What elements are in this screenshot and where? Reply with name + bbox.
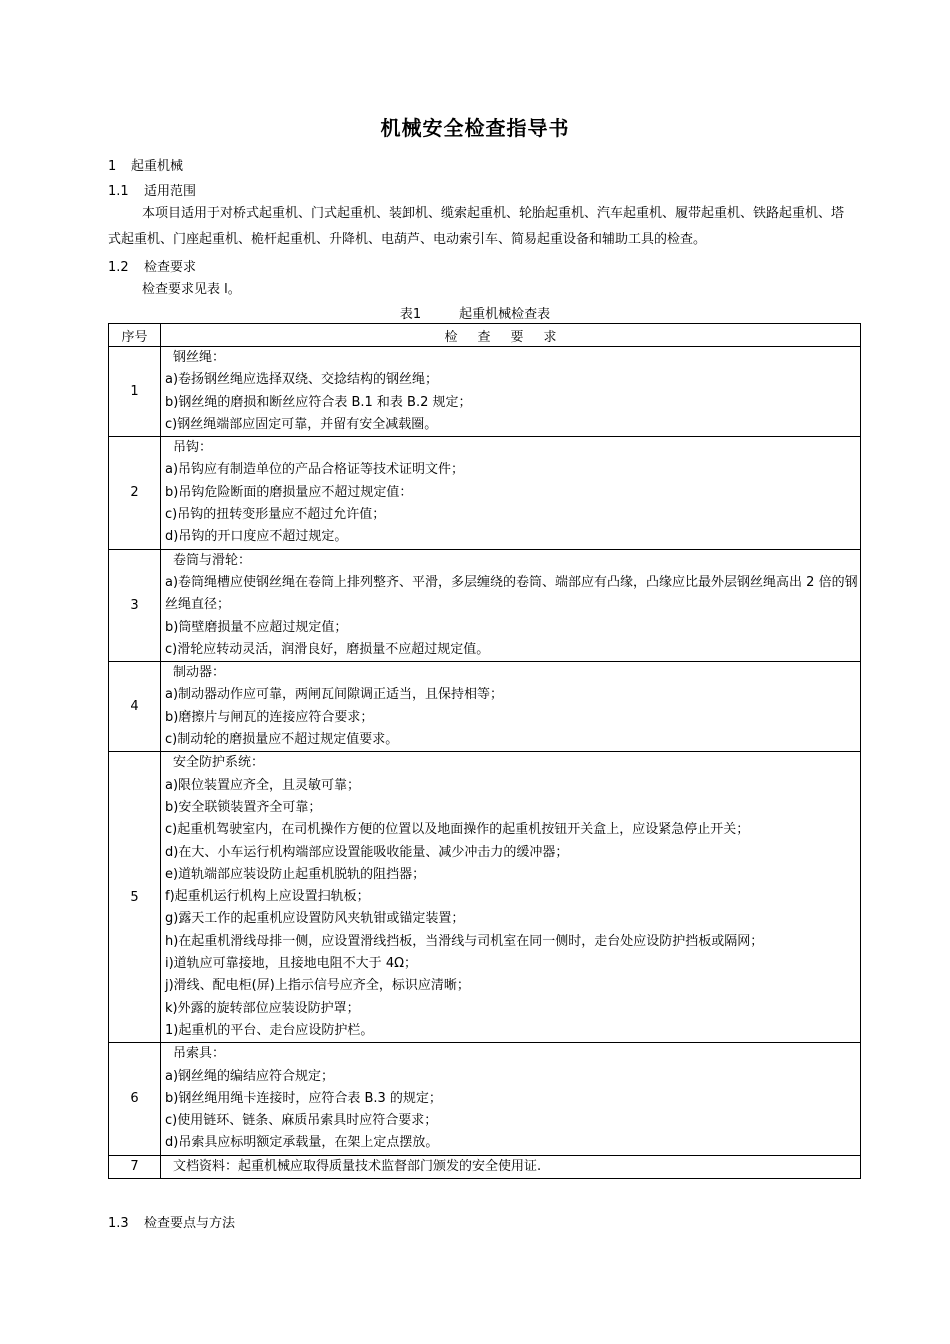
scope-paragraph: 本项目适用于对桥式起重机、门式起重机、装卸机、缆索起重机、轮胎起重机、汽车起重机、履带起重机、铁路起重机、塔式起重机、门座起重机、桅杆起重机、升降机、电葫芦、电动索引车、简易起重设备和辅助工具的检查。: [108, 206, 845, 247]
row-number: 4: [109, 662, 161, 752]
section-title: 适用范围: [144, 184, 197, 199]
table-row: [109, 347, 861, 437]
requirement-item: d)吊索具应标明额定承载量，在架上定点摆放。: [165, 1135, 439, 1151]
requirement-heading: 吊钩：: [173, 440, 213, 456]
table-row: [109, 1043, 861, 1155]
inspection-table: [108, 323, 861, 1179]
row-requirements: [161, 1043, 861, 1155]
requirement-heading: 吊索具：: [173, 1046, 226, 1062]
requirement-heading: 安全防护系统：: [173, 755, 265, 771]
table-row: [109, 1155, 861, 1178]
requirement-item: d)在大、小车运行机构端部应设置能吸收能量、减少冲击力的缓冲器；: [165, 844, 569, 860]
section-number: 1: [108, 159, 117, 174]
table-row: [109, 752, 861, 1043]
row-requirements: [161, 437, 861, 549]
requirement-item: f)起重机运行机构上应设置扫轨板；: [165, 889, 370, 905]
row-number: 1: [109, 347, 161, 437]
row-number: 3: [109, 549, 161, 661]
requirement-item: b)安全联锁装置齐全可靠；: [165, 799, 322, 815]
table-row: [109, 437, 861, 549]
requirement-item: c)吊钩的扭转变形量应不超过允许值；: [165, 507, 386, 523]
requirement-heading: 卷筒与滑轮：: [173, 552, 252, 568]
row-requirements: [161, 1155, 861, 1178]
table-number: 表1: [399, 307, 422, 322]
requirement-heading: 钢丝绳：: [173, 350, 226, 365]
requirement-item: b)吊钩危险断面的磨损量应不超过规定值：: [165, 484, 413, 500]
requirement-item: 1)起重机的平台、走台应设防护栏。: [165, 1022, 374, 1038]
row-number: 7: [109, 1155, 161, 1178]
section-number: 1.3: [108, 1216, 129, 1231]
requirement-item: c)滑轮应转动灵活，润滑良好，磨损量不应超过规定值。: [165, 641, 490, 657]
row-requirements: [161, 549, 861, 661]
row-number: 5: [109, 752, 161, 1043]
table-caption: [0, 303, 950, 322]
table-row: [109, 549, 861, 661]
requirement-item: a)制动器动作应可靠，两闸瓦间隙调正适当，且保持相等；: [165, 687, 504, 703]
row-requirements: [161, 662, 861, 752]
section-title: 检查要点与方法: [144, 1216, 236, 1231]
requirement-item: c)使用链环、链条、麻质吊索具时应符合要求；: [165, 1113, 438, 1129]
requirement-item: b)钢丝绳用绳卡连接时，应符合表 B.3 的规定；: [165, 1090, 442, 1106]
table-header-row: [109, 324, 861, 347]
document-title: 机械安全检查指导书: [380, 116, 570, 140]
requirement-item: c)钢丝绳端部应固定可靠，并留有安全减载圈。: [165, 416, 438, 432]
requirement-item: a)卷扬钢丝绳应选择双绕、交捻结构的钢丝绳；: [165, 372, 439, 388]
requirement-item: k)外露的旋转部位应装设防护罩；: [165, 1000, 360, 1016]
header-number: 序号: [109, 324, 161, 347]
row-requirements: [161, 347, 861, 437]
section-number: 1.2: [108, 260, 129, 275]
requirement-item: j)滑线、配电柜(屏)上指示信号应齐全，标识应清晰；: [165, 978, 470, 994]
section-title: 起重机械: [131, 159, 184, 174]
requirement-item: g)露天工作的起重机应设置防风夹轨钳或锚定装置；: [165, 911, 465, 927]
requirement-item: e)道轨端部应装设防止起重机脱轨的阻挡器；: [165, 866, 426, 882]
requirement-item: a)限位装置应齐全，且灵敏可靠；: [165, 777, 361, 793]
section-number: 1.1: [108, 184, 129, 199]
row-number: 2: [109, 437, 161, 549]
table-row: [109, 662, 861, 752]
requirement-item: b)筒壁磨损量不应超过规定值；: [165, 619, 348, 635]
requirement-item: b)磨擦片与闸瓦的连接应符合要求；: [165, 709, 374, 725]
requirements-note: 检查要求见表 l。: [142, 282, 241, 297]
requirement-item: i)道轨应可靠接地，且接地电阻不大于 4Ω；: [165, 956, 418, 972]
requirement-heading: 制动器：: [173, 665, 226, 681]
table-title: 起重机械检查表: [459, 307, 551, 322]
row-number: 6: [109, 1043, 161, 1155]
requirement-item: h)在起重机滑线母排一侧，应设置滑线挡板，当滑线与司机室在同一侧时，走台处应设防护挡板或隔网；: [165, 933, 764, 949]
section-title: 检查要求: [144, 260, 197, 275]
requirement-item: a)钢丝绳的编结应符合规定；: [165, 1068, 335, 1084]
requirement-item: a)吊钩应有制造单位的产品合格证等技术证明文件；: [165, 462, 465, 478]
row-requirements: [161, 752, 861, 1043]
section-1-1-heading: [108, 180, 196, 199]
header-requirements: 检查要求: [161, 324, 861, 347]
requirement-item: c)制动轮的磨损量应不超过规定值要求。: [165, 732, 399, 748]
section-1-2-heading: [108, 256, 196, 275]
requirement-item: d)吊钩的开口度应不超过规定。: [165, 529, 348, 545]
requirement-item: b)钢丝绳的磨损和断丝应符合表 B.1 和表 B.2 规定；: [165, 394, 472, 410]
section-1-3-heading: [108, 1212, 235, 1231]
requirement-heading: 文档资料：起重机械应取得质量技术监督部门颁发的安全使用证.: [173, 1158, 542, 1174]
requirement-item: c)起重机驾驶室内，在司机操作方便的位置以及地面操作的起重机按钮开关盒上，应设紧急停止开关；: [165, 822, 750, 838]
requirement-item: a)卷筒绳槽应使钢丝绳在卷筒上排列整齐、平滑，多层缠绕的卷筒、端部应有凸缘，凸缘应比最外层钢丝绳高出 2 倍的钢丝绳直径；: [165, 574, 858, 613]
section-1-heading: [108, 155, 183, 174]
